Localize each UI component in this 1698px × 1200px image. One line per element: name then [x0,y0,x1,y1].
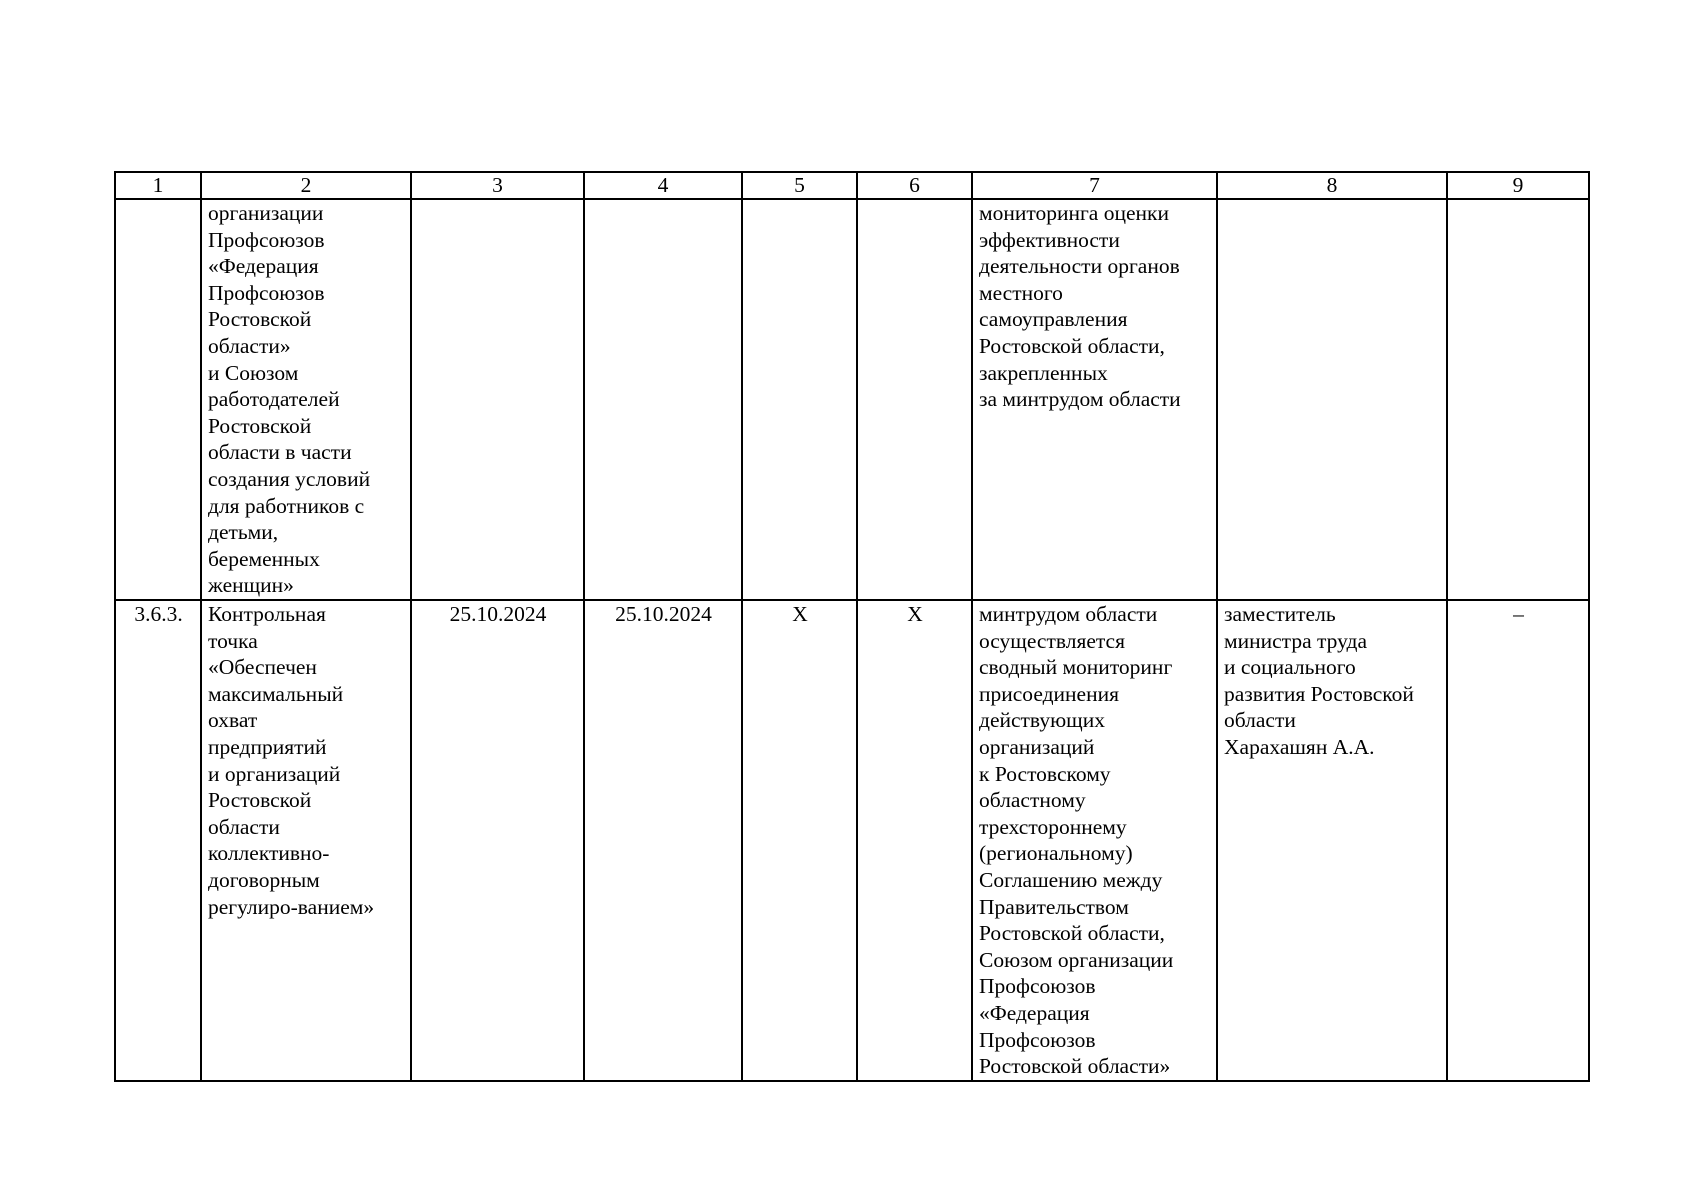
start-date [411,199,584,600]
column-5-value: X [742,600,857,1081]
start-date: 25.10.2024 [411,600,584,1081]
item-name: Контрольная точка «Обеспечен максимальный охват предприятий и организаций Ростовской области коллективно- договорным регулиро-ванием» [201,600,411,1081]
column-number: 2 [201,172,411,199]
table-row [115,600,1589,1081]
item-description: мониторинга оценки эффективности деятельности органов местного самоуправления Ростовской области, закрепленных за минтрудом области [972,199,1217,600]
column-number-row [115,172,1589,199]
column-9-value: – [1447,600,1589,1081]
column-number: 7 [972,172,1217,199]
responsible-person: заместитель министра труда и социального развития Ростовской области Харахашян А.А. [1217,600,1447,1081]
responsible-person [1217,199,1447,600]
end-date: 25.10.2024 [584,600,742,1081]
column-number: 9 [1447,172,1589,199]
column-number: 4 [584,172,742,199]
column-number: 5 [742,172,857,199]
column-number: 8 [1217,172,1447,199]
end-date [584,199,742,600]
item-description: минтрудом области осуществляется сводный мониторинг присоединения действующих организаций к Ростовскому областному трехстороннему (региональному) Соглашению между Правительством Ростовской области, Союзом организации Профсоюзов «Федерация Профсоюзов Ростовской области» [972,600,1217,1081]
column-6-value: X [857,600,972,1081]
column-5-value [742,199,857,600]
item-number: 3.6.3. [115,600,201,1081]
item-number [115,199,201,600]
column-number: 1 [115,172,201,199]
item-name: организации Профсоюзов «Федерация Профсоюзов Ростовской области» и Союзом работодателей Ростовской области в части создания условий для работников с детьми, беременных женщин» [201,199,411,600]
column-number: 3 [411,172,584,199]
column-number: 6 [857,172,972,199]
table-row [115,199,1589,600]
column-6-value [857,199,972,600]
column-9-value [1447,199,1589,600]
plan-table [114,171,1590,1082]
